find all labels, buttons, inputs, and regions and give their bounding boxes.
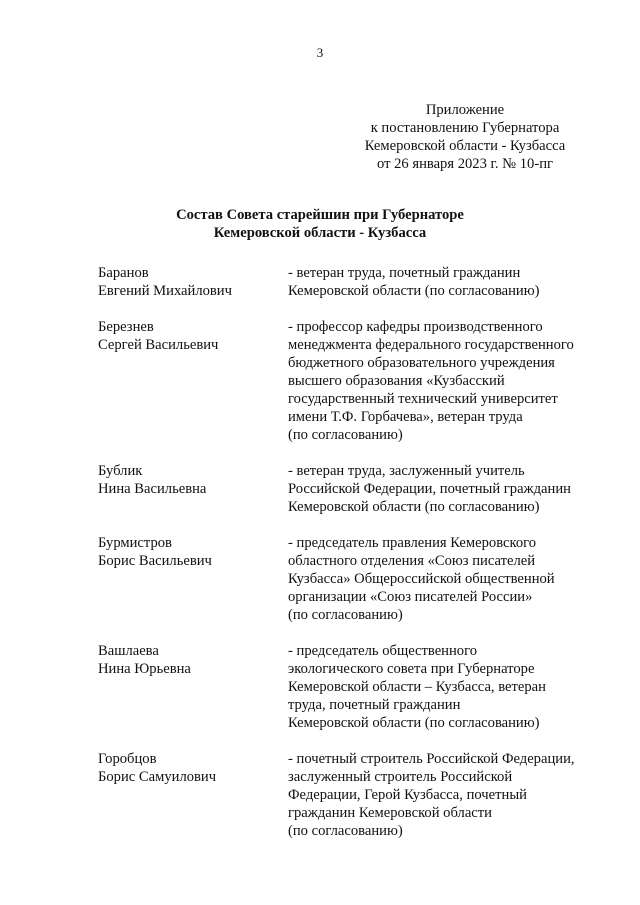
member-entry [98,642,598,732]
member-description-line: Кемеровской области – Кузбасса, ветеран [288,679,546,695]
member-description-line: Кемеровской области (по согласованию) [288,715,540,731]
member-entry [98,264,598,300]
member-description-line: Кемеровской области (по согласованию) [288,283,540,299]
member-name-line: Бублик [98,463,143,479]
members-list [98,264,598,858]
member-description-line: заслуженный строитель Российской [288,769,513,785]
member-description [288,534,598,624]
member-description-line: труда, почетный гражданин [288,697,461,713]
member-name-line: Борис Самуилович [98,769,217,785]
member-name [98,750,288,840]
member-description [288,642,598,732]
member-description-line: Кузбасса» Общероссийской общественной [288,571,555,587]
member-description-line: - ветеран труда, заслуженный учитель [288,463,525,479]
member-description-line: высшего образования «Кузбасский [288,373,505,389]
member-description-line: - ветеран труда, почетный гражданин [288,265,521,281]
member-name-line: Вашлаева [98,643,159,659]
member-entry [98,750,598,840]
member-entry [98,462,598,516]
member-description-line: имени Т.Ф. Горбачева», ветеран труда [288,409,523,425]
member-entry [98,534,598,624]
member-name [98,642,288,732]
member-name-line: Березнев [98,319,154,335]
member-description-line: (по согласованию) [288,427,403,443]
member-description-line: Кемеровской области (по согласованию) [288,499,540,515]
member-description-line: организации «Союз писателей России» [288,589,533,605]
appendix-line: от 26 января 2023 г. № 10-пг [376,156,554,172]
member-description-line: государственный технический университет [288,391,558,407]
member-name-line: Сергей Васильевич [98,337,219,353]
member-description-line: - почетный строитель Российской Федерации, [288,751,575,767]
member-description-line: - председатель общественного [288,643,478,659]
member-description-line: Федерации, Герой Кузбасса, почетный [288,787,527,803]
member-name-line: Горобцов [98,751,157,767]
member-description-line: областного отделения «Союз писателей [288,553,536,569]
page-number: 3 [316,45,324,60]
document-title [0,206,640,242]
member-description-line: бюджетного образовательного учреждения [288,355,555,371]
member-name-line: Евгений Михайлович [98,283,232,299]
member-description-line: (по согласованию) [288,823,403,839]
member-entry [98,318,598,444]
member-description-line: - председатель правления Кемеровского [288,535,537,551]
title-line: Кемеровской области - Кузбасса [213,225,427,241]
member-description-line: гражданин Кемеровской области [288,805,492,821]
member-description-line: Российской Федерации, почетный гражданин [288,481,571,497]
member-name-line: Бурмистров [98,535,172,551]
member-name [98,462,288,516]
appendix-header [330,101,600,173]
member-name [98,264,288,300]
member-description-line: (по согласованию) [288,607,403,623]
member-description-line: - профессор кафедры производственного [288,319,543,335]
appendix-line: Кемеровской области - Кузбасса [364,138,566,154]
member-name-line: Нина Васильевна [98,481,207,497]
member-name-line: Нина Юрьевна [98,661,191,677]
appendix-line: Приложение [425,102,505,118]
member-name-line: Баранов [98,265,149,281]
member-name [98,318,288,444]
member-description-line: экологического совета при Губернаторе [288,661,535,677]
appendix-line: к постановлению Губернатора [370,120,560,136]
member-name-line: Борис Васильевич [98,553,212,569]
member-description [288,264,598,300]
member-description [288,462,598,516]
member-description [288,318,598,444]
member-description-line: менеджмента федерального государственного [288,337,574,353]
title-line: Состав Совета старейшин при Губернаторе [176,207,464,223]
member-description [288,750,598,840]
member-name [98,534,288,624]
